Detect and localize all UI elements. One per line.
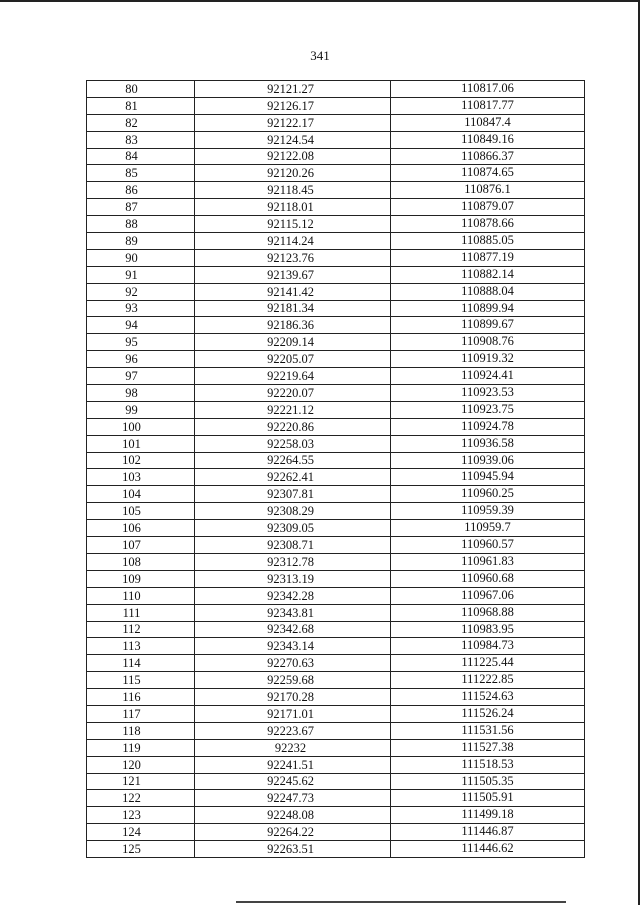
point-number-cell: 120: [87, 756, 195, 773]
table-row: [87, 418, 585, 435]
y-coordinate-cell: 110899.94: [391, 300, 585, 317]
y-coordinate-cell: 110899.67: [391, 317, 585, 334]
table-row: [87, 638, 585, 655]
table-row: [87, 503, 585, 520]
x-coordinate-cell: 92264.55: [195, 452, 391, 469]
x-coordinate-cell: 92313.19: [195, 570, 391, 587]
table-row: [87, 469, 585, 486]
x-coordinate-cell: 92343.14: [195, 638, 391, 655]
y-coordinate-cell: 111505.35: [391, 773, 585, 790]
x-coordinate-cell: 92170.28: [195, 689, 391, 706]
point-number-cell: 84: [87, 148, 195, 165]
table-row: [87, 81, 585, 98]
y-coordinate-cell: 110959.39: [391, 503, 585, 520]
y-coordinate-cell: 110924.78: [391, 418, 585, 435]
x-coordinate-cell: 92118.01: [195, 199, 391, 216]
x-coordinate-cell: 92342.28: [195, 587, 391, 604]
point-number-cell: 101: [87, 435, 195, 452]
x-coordinate-cell: 92219.64: [195, 368, 391, 385]
point-number-cell: 86: [87, 182, 195, 199]
table-row: [87, 233, 585, 250]
y-coordinate-cell: 111527.38: [391, 739, 585, 756]
x-coordinate-cell: 92181.34: [195, 300, 391, 317]
point-number-cell: 80: [87, 81, 195, 98]
x-coordinate-cell: 92115.12: [195, 216, 391, 233]
point-number-cell: 88: [87, 216, 195, 233]
x-coordinate-cell: 92209.14: [195, 334, 391, 351]
y-coordinate-cell: 110960.68: [391, 570, 585, 587]
table-row: [87, 705, 585, 722]
point-number-cell: 122: [87, 790, 195, 807]
y-coordinate-cell: 111446.87: [391, 824, 585, 841]
point-number-cell: 121: [87, 773, 195, 790]
table-row: [87, 587, 585, 604]
y-coordinate-cell: 110817.77: [391, 97, 585, 114]
point-number-cell: 95: [87, 334, 195, 351]
y-coordinate-cell: 111531.56: [391, 722, 585, 739]
table-row: [87, 182, 585, 199]
table-row: [87, 266, 585, 283]
point-number-cell: 92: [87, 283, 195, 300]
table-row: [87, 385, 585, 402]
point-number-cell: 100: [87, 418, 195, 435]
table-row: [87, 570, 585, 587]
x-coordinate-cell: 92139.67: [195, 266, 391, 283]
x-coordinate-cell: 92259.68: [195, 672, 391, 689]
table-row: [87, 216, 585, 233]
x-coordinate-cell: 92122.17: [195, 114, 391, 131]
y-coordinate-cell: 110967.06: [391, 587, 585, 604]
y-coordinate-cell: 110960.57: [391, 537, 585, 554]
x-coordinate-cell: 92232: [195, 739, 391, 756]
point-number-cell: 83: [87, 131, 195, 148]
table-row: [87, 486, 585, 503]
table-row: [87, 739, 585, 756]
y-coordinate-cell: 111225.44: [391, 655, 585, 672]
table-row: [87, 604, 585, 621]
point-number-cell: 123: [87, 807, 195, 824]
point-number-cell: 98: [87, 385, 195, 402]
y-coordinate-cell: 110882.14: [391, 266, 585, 283]
table-row: [87, 401, 585, 418]
point-number-cell: 110: [87, 587, 195, 604]
y-coordinate-cell: 110874.65: [391, 165, 585, 182]
table-row: [87, 773, 585, 790]
table-row: [87, 199, 585, 216]
x-coordinate-cell: 92247.73: [195, 790, 391, 807]
x-coordinate-cell: 92312.78: [195, 553, 391, 570]
table-row: [87, 621, 585, 638]
x-coordinate-cell: 92309.05: [195, 520, 391, 537]
x-coordinate-cell: 92263.51: [195, 841, 391, 858]
y-coordinate-cell: 110960.25: [391, 486, 585, 503]
x-coordinate-cell: 92186.36: [195, 317, 391, 334]
y-coordinate-cell: 111518.53: [391, 756, 585, 773]
x-coordinate-cell: 92307.81: [195, 486, 391, 503]
y-coordinate-cell: 110983.95: [391, 621, 585, 638]
point-number-cell: 104: [87, 486, 195, 503]
point-number-cell: 81: [87, 97, 195, 114]
table-row: [87, 368, 585, 385]
y-coordinate-cell: 111526.24: [391, 705, 585, 722]
table-row: [87, 655, 585, 672]
page-number: 341: [310, 48, 330, 63]
point-number-cell: 115: [87, 672, 195, 689]
y-coordinate-cell: 110878.66: [391, 216, 585, 233]
y-coordinate-cell: 110923.53: [391, 385, 585, 402]
point-number-cell: 102: [87, 452, 195, 469]
x-coordinate-cell: 92308.29: [195, 503, 391, 520]
table-row: [87, 452, 585, 469]
y-coordinate-cell: 110908.76: [391, 334, 585, 351]
y-coordinate-cell: 110876.1: [391, 182, 585, 199]
point-number-cell: 106: [87, 520, 195, 537]
y-coordinate-cell: 111499.18: [391, 807, 585, 824]
point-number-cell: 93: [87, 300, 195, 317]
x-coordinate-cell: 92270.63: [195, 655, 391, 672]
y-coordinate-cell: 110879.07: [391, 199, 585, 216]
point-number-cell: 107: [87, 537, 195, 554]
y-coordinate-cell: 111524.63: [391, 689, 585, 706]
point-number-cell: 112: [87, 621, 195, 638]
table-row: [87, 97, 585, 114]
y-coordinate-cell: 110961.83: [391, 553, 585, 570]
x-coordinate-cell: 92118.45: [195, 182, 391, 199]
point-number-cell: 103: [87, 469, 195, 486]
y-coordinate-cell: 110877.19: [391, 249, 585, 266]
x-coordinate-cell: 92245.62: [195, 773, 391, 790]
point-number-cell: 116: [87, 689, 195, 706]
y-coordinate-cell: 110866.37: [391, 148, 585, 165]
point-number-cell: 94: [87, 317, 195, 334]
table-row: [87, 756, 585, 773]
table-row: [87, 824, 585, 841]
point-number-cell: 96: [87, 351, 195, 368]
y-coordinate-cell: 111505.91: [391, 790, 585, 807]
y-coordinate-cell: 110968.88: [391, 604, 585, 621]
x-coordinate-cell: 92220.86: [195, 418, 391, 435]
coordinate-table: [86, 80, 585, 858]
y-coordinate-cell: 110936.58: [391, 435, 585, 452]
x-coordinate-cell: 92308.71: [195, 537, 391, 554]
table-row: [87, 165, 585, 182]
table-row: [87, 249, 585, 266]
x-coordinate-cell: 92221.12: [195, 401, 391, 418]
y-coordinate-cell: 110923.75: [391, 401, 585, 418]
table-row: [87, 131, 585, 148]
y-coordinate-cell: 110939.06: [391, 452, 585, 469]
y-coordinate-cell: 110885.05: [391, 233, 585, 250]
coordinate-table-body: [87, 81, 585, 858]
point-number-cell: 91: [87, 266, 195, 283]
table-row: [87, 520, 585, 537]
point-number-cell: 113: [87, 638, 195, 655]
x-coordinate-cell: 92248.08: [195, 807, 391, 824]
y-coordinate-cell: 110888.04: [391, 283, 585, 300]
point-number-cell: 82: [87, 114, 195, 131]
x-coordinate-cell: 92264.22: [195, 824, 391, 841]
x-coordinate-cell: 92342.68: [195, 621, 391, 638]
x-coordinate-cell: 92123.76: [195, 249, 391, 266]
table-row: [87, 790, 585, 807]
point-number-cell: 89: [87, 233, 195, 250]
point-number-cell: 117: [87, 705, 195, 722]
table-row: [87, 553, 585, 570]
table-row: [87, 114, 585, 131]
table-row: [87, 807, 585, 824]
x-coordinate-cell: 92124.54: [195, 131, 391, 148]
x-coordinate-cell: 92258.03: [195, 435, 391, 452]
x-coordinate-cell: 92121.27: [195, 81, 391, 98]
y-coordinate-cell: 110847.4: [391, 114, 585, 131]
point-number-cell: 87: [87, 199, 195, 216]
x-coordinate-cell: 92343.81: [195, 604, 391, 621]
y-coordinate-cell: 110849.16: [391, 131, 585, 148]
y-coordinate-cell: 110984.73: [391, 638, 585, 655]
point-number-cell: 97: [87, 368, 195, 385]
x-coordinate-cell: 92141.42: [195, 283, 391, 300]
scan-top-border: [0, 0, 640, 2]
point-number-cell: 90: [87, 249, 195, 266]
x-coordinate-cell: 92220.07: [195, 385, 391, 402]
y-coordinate-cell: 110817.06: [391, 81, 585, 98]
table-row: [87, 841, 585, 858]
x-coordinate-cell: 92205.07: [195, 351, 391, 368]
x-coordinate-cell: 92241.51: [195, 756, 391, 773]
table-row: [87, 300, 585, 317]
y-coordinate-cell: 110924.41: [391, 368, 585, 385]
table-row: [87, 689, 585, 706]
table-row: [87, 283, 585, 300]
point-number-cell: 108: [87, 553, 195, 570]
point-number-cell: 105: [87, 503, 195, 520]
y-coordinate-cell: 110959.7: [391, 520, 585, 537]
table-row: [87, 148, 585, 165]
x-coordinate-cell: 92126.17: [195, 97, 391, 114]
point-number-cell: 124: [87, 824, 195, 841]
table-row: [87, 334, 585, 351]
point-number-cell: 111: [87, 604, 195, 621]
table-row: [87, 722, 585, 739]
table-row: [87, 317, 585, 334]
point-number-cell: 119: [87, 739, 195, 756]
y-coordinate-cell: 111446.62: [391, 841, 585, 858]
point-number-cell: 85: [87, 165, 195, 182]
scan-bottom-mark: [236, 901, 566, 903]
x-coordinate-cell: 92120.26: [195, 165, 391, 182]
x-coordinate-cell: 92122.08: [195, 148, 391, 165]
x-coordinate-cell: 92114.24: [195, 233, 391, 250]
y-coordinate-cell: 111222.85: [391, 672, 585, 689]
table-row: [87, 351, 585, 368]
table-row: [87, 435, 585, 452]
y-coordinate-cell: 110919.32: [391, 351, 585, 368]
y-coordinate-cell: 110945.94: [391, 469, 585, 486]
point-number-cell: 109: [87, 570, 195, 587]
point-number-cell: 125: [87, 841, 195, 858]
table-row: [87, 537, 585, 554]
table-row: [87, 672, 585, 689]
point-number-cell: 114: [87, 655, 195, 672]
point-number-cell: 118: [87, 722, 195, 739]
x-coordinate-cell: 92223.67: [195, 722, 391, 739]
x-coordinate-cell: 92262.41: [195, 469, 391, 486]
x-coordinate-cell: 92171.01: [195, 705, 391, 722]
point-number-cell: 99: [87, 401, 195, 418]
